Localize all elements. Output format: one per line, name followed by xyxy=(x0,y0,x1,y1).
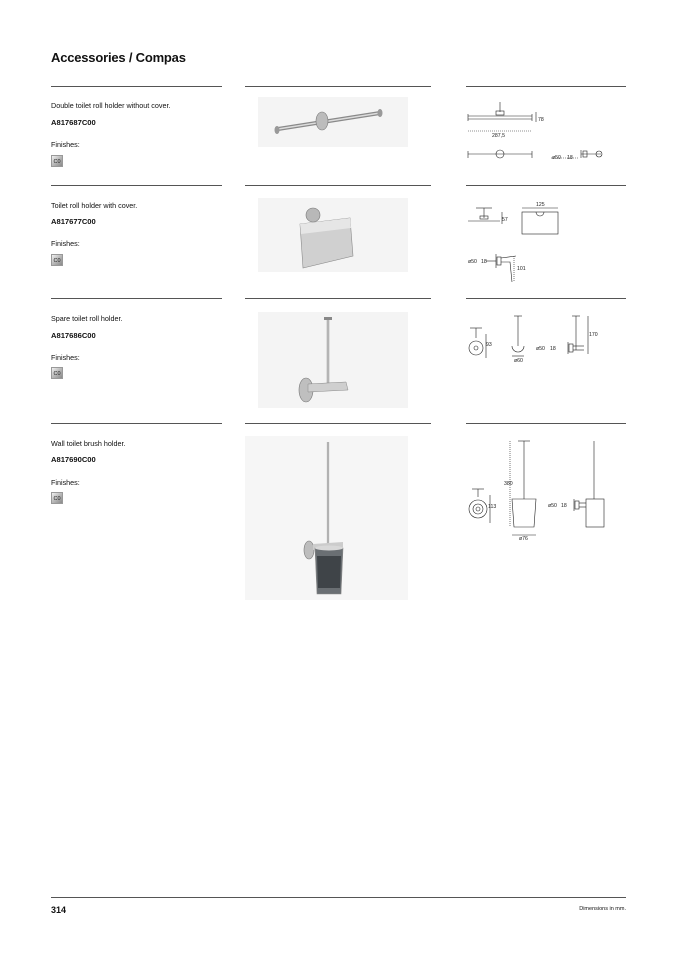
dimension-label: 113 xyxy=(488,504,497,510)
dimension-label: ø50 xyxy=(548,503,557,509)
dimension-label: 18 xyxy=(567,155,573,161)
finishes-label: Finishes: xyxy=(51,140,80,149)
dimension-label: 287,5 xyxy=(492,133,505,139)
dimension-label: 18 xyxy=(481,259,487,265)
row-divider xyxy=(466,298,626,299)
dimension-label: 18 xyxy=(550,346,556,352)
product-code: A817686C00 xyxy=(51,331,96,340)
row-divider xyxy=(245,423,431,424)
dimension-label: ø50 xyxy=(468,259,477,265)
footer-divider xyxy=(51,897,626,898)
product-description: Toilet roll holder with cover. xyxy=(51,201,138,210)
dimension-label: 93 xyxy=(486,342,492,348)
technical-drawing xyxy=(466,200,626,282)
finishes-label: Finishes: xyxy=(51,478,80,487)
row-divider xyxy=(245,298,431,299)
page-title: Accessories / Compas xyxy=(51,50,186,65)
finishes-label: Finishes: xyxy=(51,239,80,248)
dimensions-note: Dimensions in mm. xyxy=(579,906,626,912)
page-number: 314 xyxy=(51,905,67,915)
product-photo xyxy=(245,436,408,600)
product-photo xyxy=(258,312,408,408)
row-divider xyxy=(51,423,222,424)
product-code: A817677C00 xyxy=(51,217,96,226)
product-photo xyxy=(258,198,408,272)
dimension-label: 18 xyxy=(561,503,567,509)
finish-swatch-chrome: C0 xyxy=(51,155,63,167)
finishes-label: Finishes: xyxy=(51,353,80,362)
roll-holder-with-cover-image xyxy=(258,198,408,272)
row-divider xyxy=(466,86,626,87)
dimension-label: ø76 xyxy=(519,536,528,541)
row-divider xyxy=(466,423,626,424)
row-divider xyxy=(466,185,626,186)
finish-swatch-chrome: C0 xyxy=(51,367,63,379)
technical-drawing xyxy=(466,98,626,166)
dimension-label: 57 xyxy=(502,217,508,223)
dimension-label: 101 xyxy=(517,266,526,272)
product-photo xyxy=(258,97,408,147)
row-divider xyxy=(51,298,222,299)
technical-drawing xyxy=(466,312,626,368)
dimension-label: 125 xyxy=(536,202,545,208)
technical-drawing xyxy=(466,437,626,541)
product-code: A817687C00 xyxy=(51,118,96,127)
product-code: A817690C00 xyxy=(51,455,96,464)
toilet-brush-holder-image xyxy=(245,436,408,600)
dimension-label: ø60 xyxy=(514,358,523,364)
finish-swatch-chrome: C0 xyxy=(51,254,63,266)
row-divider xyxy=(51,185,222,186)
row-divider xyxy=(51,86,222,87)
finish-swatch-chrome: C0 xyxy=(51,492,63,504)
product-description: Spare toilet roll holder. xyxy=(51,314,123,323)
dimension-label: ø50 xyxy=(552,155,561,161)
product-description: Double toilet roll holder without cover. xyxy=(51,101,171,110)
dimension-label: ø50 xyxy=(536,346,545,352)
product-description: Wall toilet brush holder. xyxy=(51,439,126,448)
dimension-label: 170 xyxy=(589,332,598,338)
spare-roll-holder-image xyxy=(258,312,408,408)
dimension-label: 380 xyxy=(504,481,513,487)
row-divider xyxy=(245,185,431,186)
dimension-label: 78 xyxy=(538,117,544,123)
double-roll-holder-image xyxy=(258,97,408,147)
row-divider xyxy=(245,86,431,87)
